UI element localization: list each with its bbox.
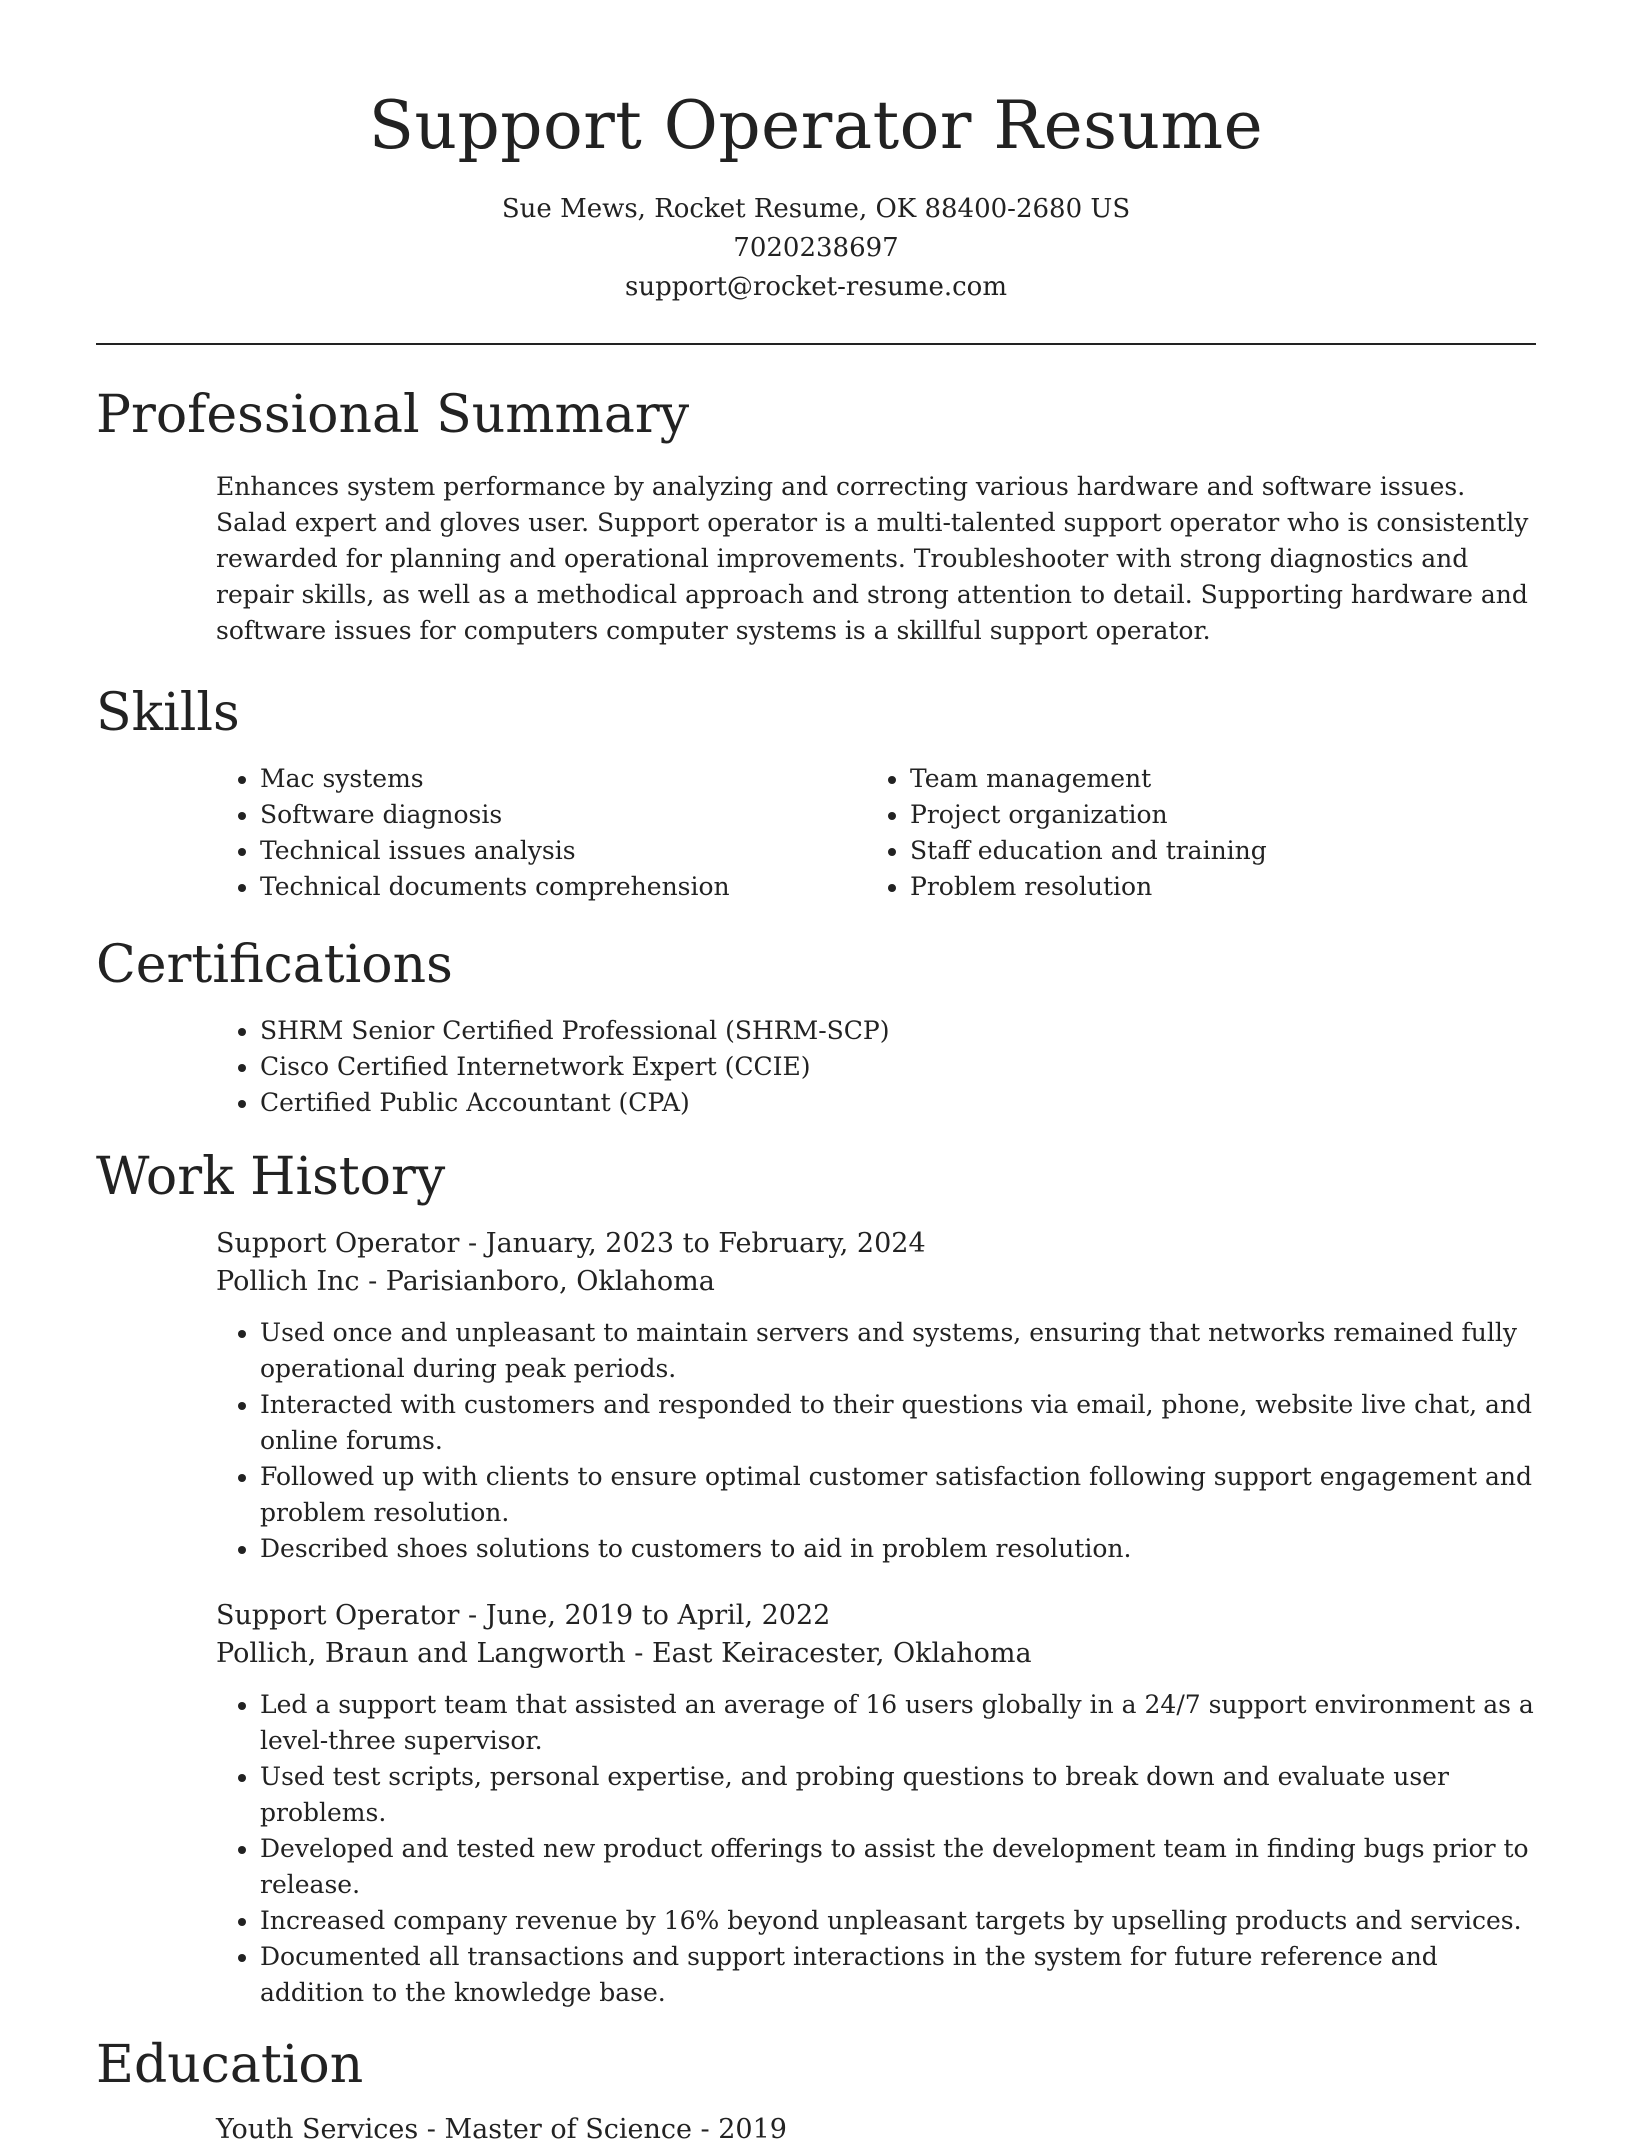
contact-block: [96, 190, 1536, 307]
skill-item: • Team management: [910, 761, 1516, 797]
education-heading: Education: [96, 2035, 364, 2095]
job-entry: [216, 1597, 1536, 2011]
skill-item: • Software diagnosis: [260, 797, 866, 833]
certification-item: • Certified Public Accountant (CPA): [260, 1085, 1536, 1121]
skills-column-left: [216, 761, 866, 905]
job-bullet: • Developed and tested new product offerings to assist the development team in finding bugs prior to release.: [260, 1831, 1536, 1903]
job-bullet: • Used once and unpleasant to maintain servers and systems, ensuring that networks remained fully operational during peak periods.: [260, 1315, 1536, 1387]
skill-item: • Problem resolution: [910, 869, 1516, 905]
job-dates: - June, 2019 to April, 2022: [459, 1600, 831, 1631]
skills-list-right: [866, 761, 1516, 905]
certifications-heading: Certifications: [96, 935, 453, 995]
education-school: Youth Services: [216, 2114, 419, 2145]
education-degree: - Master of Science - 2019: [418, 2114, 787, 2145]
summary-heading: Professional Summary: [96, 385, 690, 445]
certifications-list: [216, 1013, 1536, 1121]
skill-item: • Mac systems: [260, 761, 866, 797]
job-bullet: • Interacted with customers and responded to their questions via email, phone, website live chat, and online forums.: [260, 1387, 1536, 1459]
job-bullet: • Documented all transactions and support interactions in the system for future reference and addition to the knowledge base.: [260, 1939, 1536, 2011]
job-company: Pollich, Braun and Langworth: [216, 1638, 626, 1669]
resume-title: Support Operator Resume: [368, 87, 1264, 164]
certifications-list-wrapper: [216, 1013, 1536, 1121]
skills-column-right: [866, 761, 1516, 905]
contact-email: support@rocket-resume.com: [624, 272, 1007, 302]
job-bullet: • Used test scripts, personal expertise, and probing questions to break down and evaluate user problems.: [260, 1759, 1536, 1831]
job-bullet: • Increased company revenue by 16% beyond unpleasant targets by upselling products and services.: [260, 1903, 1536, 1939]
certification-item: • SHRM Senior Certified Professional (SHRM-SCP): [260, 1013, 1536, 1049]
job-title: Support Operator: [216, 1228, 460, 1259]
header-divider: [96, 343, 1536, 345]
skills-heading: Skills: [96, 683, 240, 743]
job-company-line: [216, 1635, 1536, 1673]
job-bullet: • Led a support team that assisted an average of 16 users globally in a 24/7 support environment as a level-three supervisor.: [260, 1687, 1536, 1759]
skills-grid: [216, 761, 1536, 905]
skill-item: • Technical documents comprehension: [260, 869, 866, 905]
job-bullet-list: [216, 1315, 1536, 1567]
job-entry: [216, 1225, 1536, 1567]
skill-item: • Project organization: [910, 797, 1516, 833]
summary-text: Enhances system performance by analyzing and correcting various hardware and software issues. Salad expert and gloves user. Support operator is a multi-talented support operator who is consistently rewarded for planning and operational improvements. Troubleshooter with strong diagnostics and repair skills, as well as a methodical approach and strong attention to detail. Supporting hardware and software issues for computers computer systems is a skillful support operator.: [216, 472, 1529, 645]
job-title-line: [216, 1225, 1536, 1263]
certification-item: • Cisco Certified Internetwork Expert (CCIE): [260, 1049, 1536, 1085]
resume-page: [96, 0, 1536, 2149]
contact-phone: 7020238697: [733, 233, 899, 263]
job-dates: - January, 2023 to February, 2024: [459, 1228, 926, 1259]
contact-address: Sue Mews, Rocket Resume, OK 88400-2680 US: [501, 194, 1131, 224]
skill-item: • Staff education and training: [910, 833, 1516, 869]
job-title-line: [216, 1597, 1536, 1635]
education-entry: [216, 2111, 1536, 2149]
job-bullet-list: [216, 1687, 1536, 2011]
job-company: Pollich Inc: [216, 1266, 360, 1297]
job-bullet: • Followed up with clients to ensure optimal customer satisfaction following support engagement and problem resolution.: [260, 1459, 1536, 1531]
work-history-heading: Work History: [96, 1147, 446, 1207]
job-company-line: [216, 1263, 1536, 1301]
job-location: - East Keiracester, Oklahoma: [625, 1638, 1032, 1669]
skills-list-left: [216, 761, 866, 905]
skill-item: • Technical issues analysis: [260, 833, 866, 869]
job-bullet: • Described shoes solutions to customers to aid in problem resolution.: [260, 1531, 1536, 1567]
job-title: Support Operator: [216, 1600, 460, 1631]
job-location: - Parisianboro, Oklahoma: [359, 1266, 715, 1297]
